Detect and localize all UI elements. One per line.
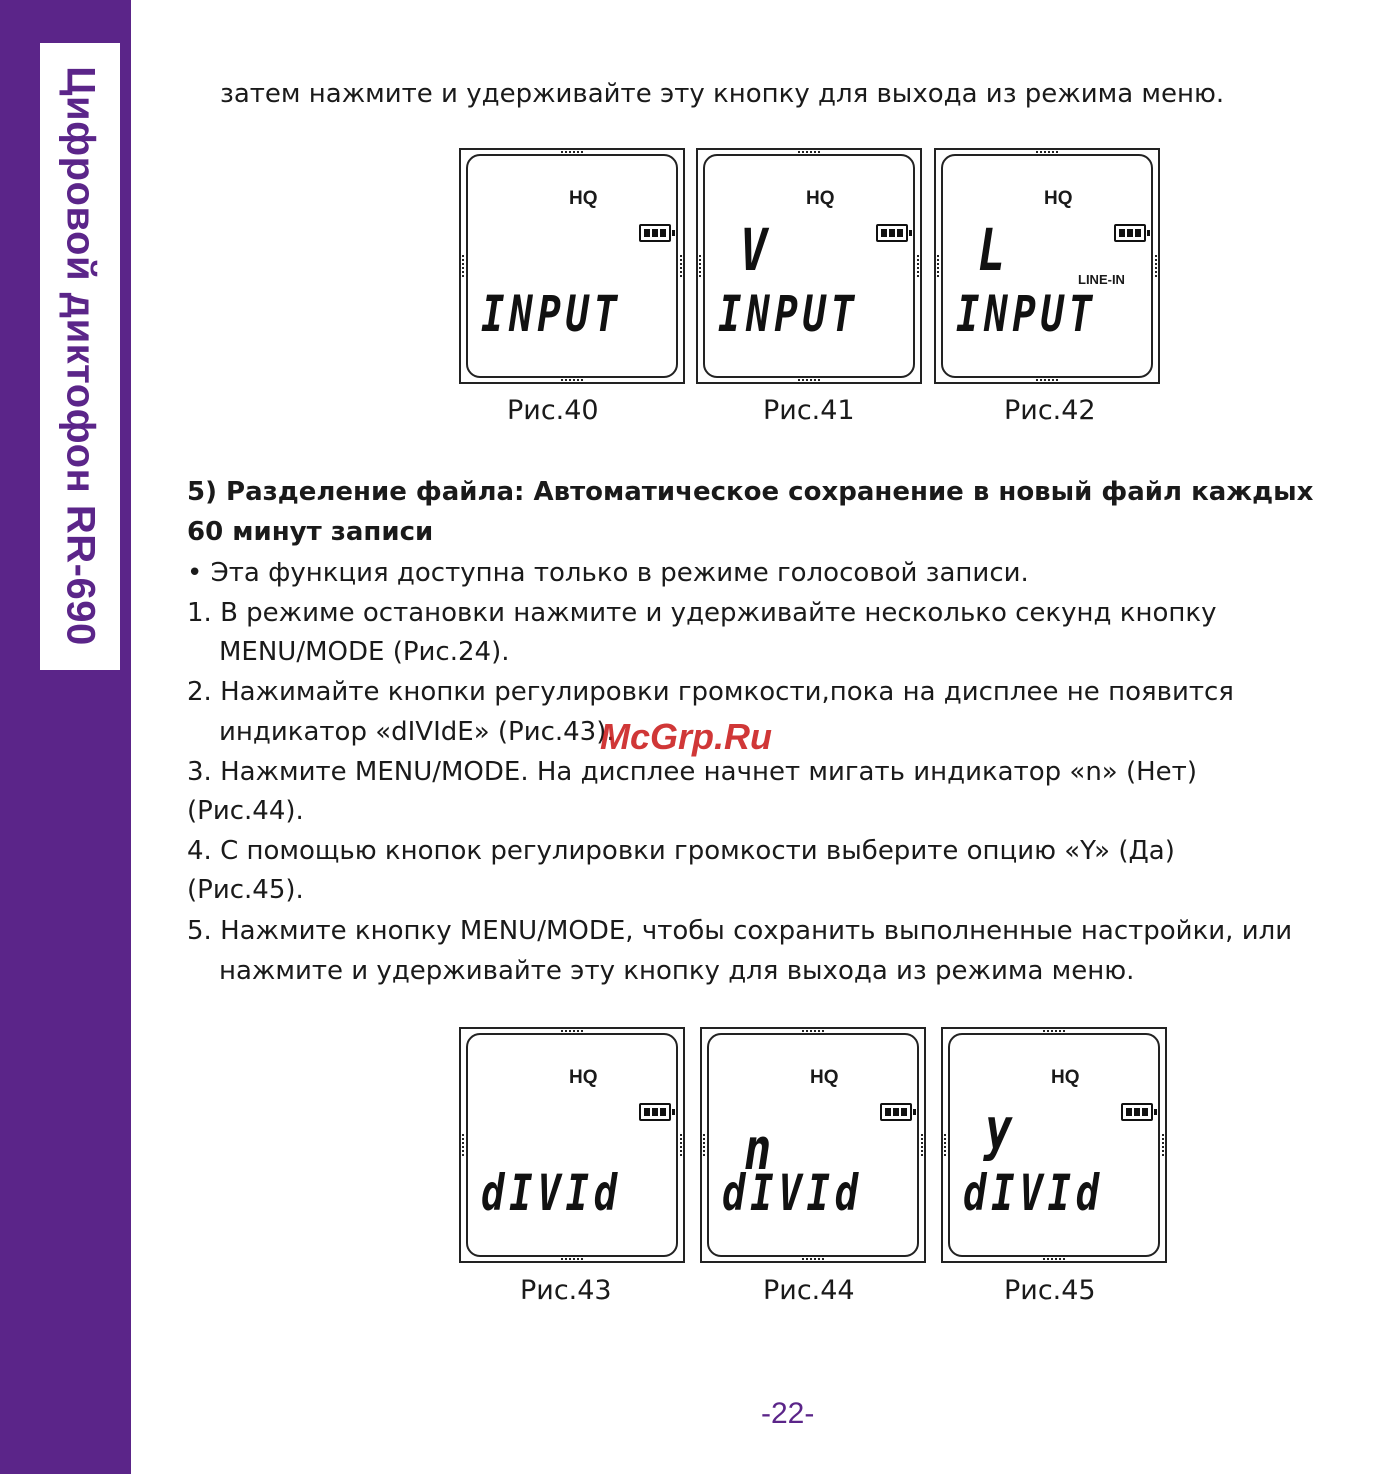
section-heading-line2: 60 минут записи [187,517,434,547]
sidebar [0,0,131,1474]
lcd-top-text: y [985,1095,1013,1163]
step-line: (Рис.44). [187,796,304,826]
step-line: 1. В режиме остановки нажмите и удерживайте несколько секунд кнопку [187,598,1217,628]
lcd-top-text: V [740,216,768,284]
battery-icon [639,224,671,242]
hq-indicator: HQ [806,188,835,209]
lcd-figure [941,1027,1167,1263]
lcd-main-text: INPUT [956,285,1097,343]
battery-icon [876,224,908,242]
figure-caption: Рис.45 [1004,1275,1096,1306]
lcd-figure [459,1027,685,1263]
step-line: нажмите и удерживайте эту кнопку для выхода из режима меню. [219,956,1135,986]
figure-caption: Рис.43 [520,1275,612,1306]
lcd-top-text: n [744,1115,772,1183]
lcd-figure [459,148,685,384]
lcd-main-text: dIVId [963,1164,1104,1222]
lcd-main-text: dIVId [481,1164,622,1222]
step-line: (Рис.45). [187,875,304,905]
sidebar-title: Цифровой диктофон RR-690 [58,66,103,646]
lcd-main-text: INPUT [481,285,622,343]
lcd-main-text: INPUT [718,285,859,343]
hq-indicator: HQ [569,1067,598,1088]
lcd-main-text: dIVId [722,1164,863,1222]
battery-icon [639,1103,671,1121]
step-line: 2. Нажимайте кнопки регулировки громкости,пока на дисплее не появится [187,677,1234,707]
hq-indicator: HQ [810,1067,839,1088]
step-line: 5. Нажмите кнопку MENU/MODE, чтобы сохранить выполненные настройки, или [187,916,1293,946]
battery-icon [1114,224,1146,242]
figure-caption: Рис.44 [763,1275,855,1306]
lcd-figure [700,1027,926,1263]
line-in-indicator: LINE-IN [1078,272,1125,287]
hq-indicator: HQ [1044,188,1073,209]
watermark: McGrp.Ru [600,716,773,757]
lcd-figure [934,148,1160,384]
step-line: 4. С помощью кнопок регулировки громкости выберите опцию «Y» (Да) [187,836,1175,866]
bullet-note: • Эта функция доступна только в режиме голосовой записи. [187,558,1029,588]
figure-caption: Рис.41 [763,395,855,426]
hq-indicator: HQ [1051,1067,1080,1088]
lcd-figure [696,148,922,384]
step-line: MENU/MODE (Рис.24). [219,637,510,667]
battery-icon [880,1103,912,1121]
figure-caption: Рис.40 [507,395,599,426]
battery-icon [1121,1103,1153,1121]
page-number: -22- [761,1397,815,1430]
lcd-top-text: L [978,216,1006,284]
figure-caption: Рис.42 [1004,395,1096,426]
hq-indicator: HQ [569,188,598,209]
step-line: индикатор «dIVIdE» (Рис.43). [219,717,615,747]
section-heading: 5) Разделение файла: Автоматическое сохранение в новый файл каждых [187,477,1314,507]
step-line: 3. Нажмите MENU/MODE. На дисплее начнет мигать индикатор «n» (Нет) [187,757,1197,787]
intro-line: затем нажмите и удерживайте эту кнопку для выхода из режима меню. [220,79,1225,109]
